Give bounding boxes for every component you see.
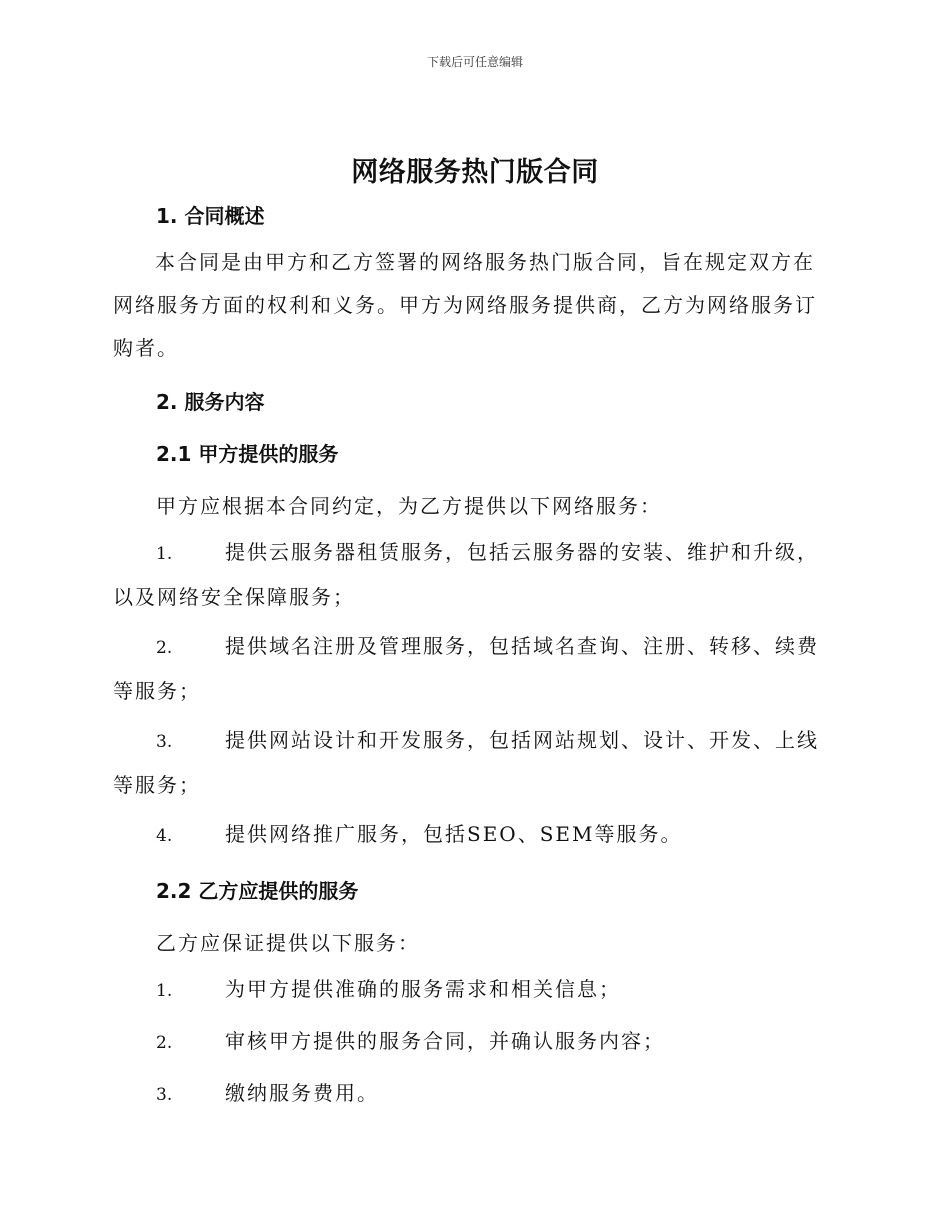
- list-item-number: 2.: [156, 638, 173, 658]
- list-item: [113, 1020, 835, 1065]
- list-item-number: 1.: [156, 544, 173, 564]
- overview-paragraph: 本合同是由甲方和乙方签署的网络服务热门版合同，旨在规定双方在网络服务方面的权利和义务。甲方为网络服务提供商，乙方为网络服务订购者。: [113, 250, 817, 360]
- list-item-text: 缴纳服务费用。: [225, 1081, 379, 1105]
- list-item: [113, 1072, 835, 1117]
- list-item-number: 4.: [156, 826, 173, 846]
- list-item: [113, 719, 835, 807]
- list-item-number: 1.: [156, 981, 173, 1001]
- list-item-text: 提供域名注册及管理服务，包括域名查询、注册、转移、续费等服务；: [113, 634, 819, 703]
- list-item: [113, 625, 835, 713]
- list-item-number: 3.: [156, 1085, 173, 1105]
- document-title: 网络服务热门版合同: [351, 157, 599, 188]
- list-item-text: 提供网络推广服务，包括SEO、SEM等服务。: [225, 822, 683, 846]
- list-item: [113, 813, 835, 858]
- header-note: 下载后可任意编辑: [426, 55, 523, 69]
- section-heading-services: 2. 服务内容: [156, 390, 265, 414]
- list-item-text: 提供网站设计和开发服务，包括网站规划、设计、开发、上线等服务；: [113, 728, 819, 797]
- party-a-intro: 甲方应根据本合同约定，为乙方提供以下网络服务：: [156, 494, 662, 518]
- subsection-heading-party-a: 2.1 甲方提供的服务: [156, 442, 339, 466]
- party-b-intro: 乙方应保证提供以下服务：: [156, 931, 420, 955]
- list-item-number: 3.: [156, 732, 173, 752]
- list-item: [113, 968, 835, 1013]
- list-item-text: 为甲方提供准确的服务需求和相关信息；: [225, 977, 621, 1001]
- section-heading-overview: 1. 合同概述: [156, 204, 265, 228]
- list-item-text: 审核甲方提供的服务合同，并确认服务内容；: [225, 1029, 665, 1053]
- list-item-text: 提供云服务器租赁服务，包括云服务器的安装、维护和升级，以及网络安全保障服务；: [113, 540, 819, 609]
- subsection-heading-party-b: 2.2 乙方应提供的服务: [156, 879, 359, 903]
- list-item: [113, 531, 835, 619]
- list-item-number: 2.: [156, 1033, 173, 1053]
